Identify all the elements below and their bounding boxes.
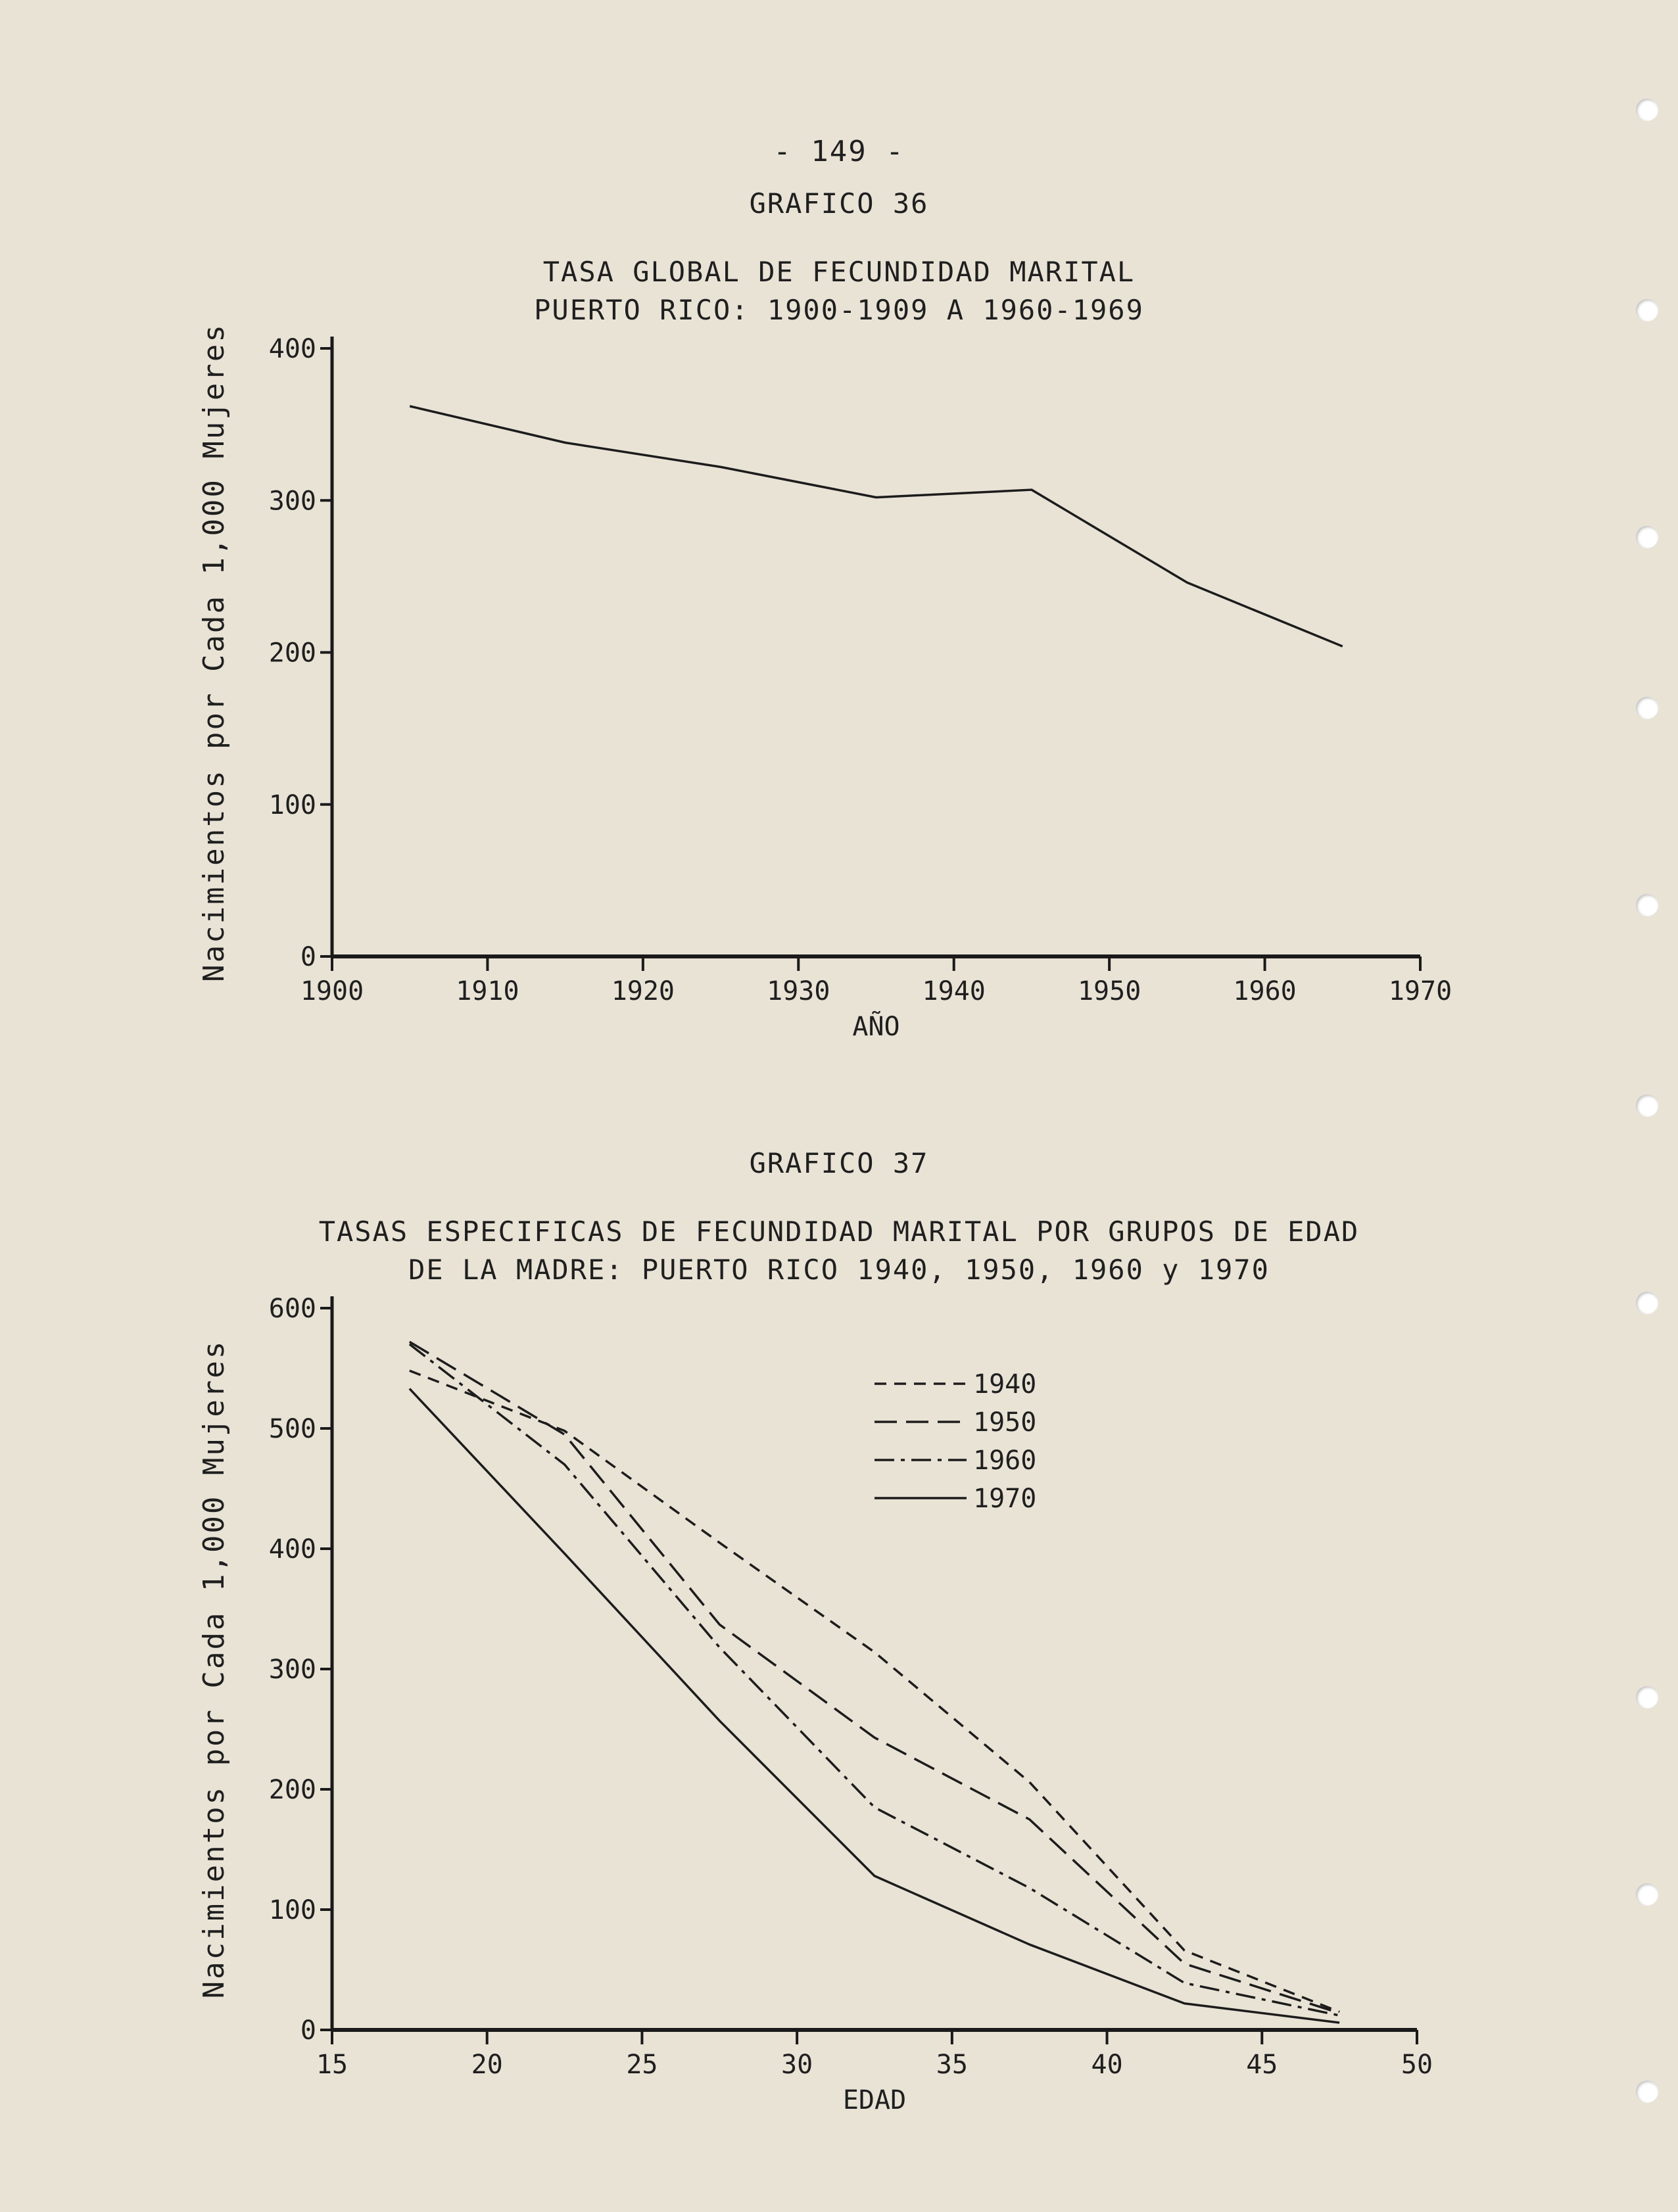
y-tick-label: 500 xyxy=(268,1414,316,1444)
binder-hole xyxy=(1636,894,1658,916)
y-tick-label: 200 xyxy=(268,638,316,669)
chart-37-title-line2: DE LA MADRE: PUERTO RICO 1940, 1950, 1960 y 1970 xyxy=(408,1254,1270,1286)
x-tick-label: 1910 xyxy=(456,976,519,1006)
series-line-1970 xyxy=(410,1389,1339,2023)
x-tick-label: 30 xyxy=(781,2050,813,2080)
binder-hole xyxy=(1636,697,1658,719)
y-tick-label: 200 xyxy=(268,1775,316,1805)
x-tick-label: 1950 xyxy=(1077,976,1141,1006)
x-tick-label: 25 xyxy=(626,2050,658,2080)
y-tick-label: 400 xyxy=(268,334,316,364)
y-tick-label: 100 xyxy=(268,1895,316,1925)
binder-hole xyxy=(1636,299,1658,321)
legend-label-1940: 1940 xyxy=(973,1369,1037,1400)
binder-hole xyxy=(1636,1883,1658,1906)
binder-hole xyxy=(1636,1094,1658,1117)
series-line-1950 xyxy=(410,1342,1339,2013)
y-tick-label: 0 xyxy=(300,942,316,972)
binder-hole xyxy=(1636,1686,1658,1708)
chart-37-title-line1: TASAS ESPECIFICAS DE FECUNDIDAD MARITAL POR GRUPOS DE EDAD xyxy=(318,1215,1360,1248)
binder-hole xyxy=(1636,99,1658,121)
y-tick-label: 600 xyxy=(268,1294,316,1324)
x-tick-label: 15 xyxy=(316,2050,348,2080)
x-axis-title: AÑO xyxy=(852,1012,900,1042)
y-tick-label: 300 xyxy=(268,1655,316,1685)
y-axis-title: Nacimientos por Cada 1,000 Mujeres xyxy=(197,323,231,982)
x-tick-label: 1920 xyxy=(611,976,675,1006)
legend-label-1950: 1950 xyxy=(973,1407,1037,1438)
x-tick-label: 1900 xyxy=(300,976,364,1006)
x-tick-label: 40 xyxy=(1091,2050,1123,2080)
binder-hole xyxy=(1636,1292,1658,1314)
x-tick-label: 1960 xyxy=(1233,976,1297,1006)
binder-hole xyxy=(1636,2081,1658,2103)
x-axis-title: EDAD xyxy=(842,2085,907,2115)
x-tick-label: 45 xyxy=(1246,2050,1278,2080)
legend-label-1960: 1960 xyxy=(973,1446,1037,1476)
y-tick-label: 300 xyxy=(268,486,316,517)
chart-37-label: GRAFICO 37 xyxy=(749,1147,929,1179)
x-tick-label: 35 xyxy=(936,2050,968,2080)
y-tick-label: 400 xyxy=(268,1534,316,1565)
page-number: - 149 - xyxy=(773,135,905,168)
chart-36-label: GRAFICO 36 xyxy=(749,187,929,220)
legend-label-1970: 1970 xyxy=(973,1484,1037,1514)
x-tick-label: 1970 xyxy=(1388,976,1452,1006)
x-tick-label: 1940 xyxy=(922,976,986,1006)
x-tick-label: 20 xyxy=(471,2050,503,2080)
x-tick-label: 1930 xyxy=(767,976,830,1006)
y-tick-label: 0 xyxy=(300,2015,316,2046)
series-line-1960 xyxy=(410,1344,1339,2015)
y-tick-label: 100 xyxy=(268,789,316,820)
chart-36-title-line1: TASA GLOBAL DE FECUNDIDAD MARITAL xyxy=(542,256,1136,288)
binder-hole xyxy=(1636,526,1658,548)
chart-36-title-line2: PUERTO RICO: 1900-1909 A 1960-1969 xyxy=(534,294,1144,326)
y-axis-title: Nacimientos por Cada 1,000 Mujeres xyxy=(197,1339,231,1999)
x-tick-label: 50 xyxy=(1401,2050,1433,2080)
series-line-1940 xyxy=(410,1371,1339,2012)
